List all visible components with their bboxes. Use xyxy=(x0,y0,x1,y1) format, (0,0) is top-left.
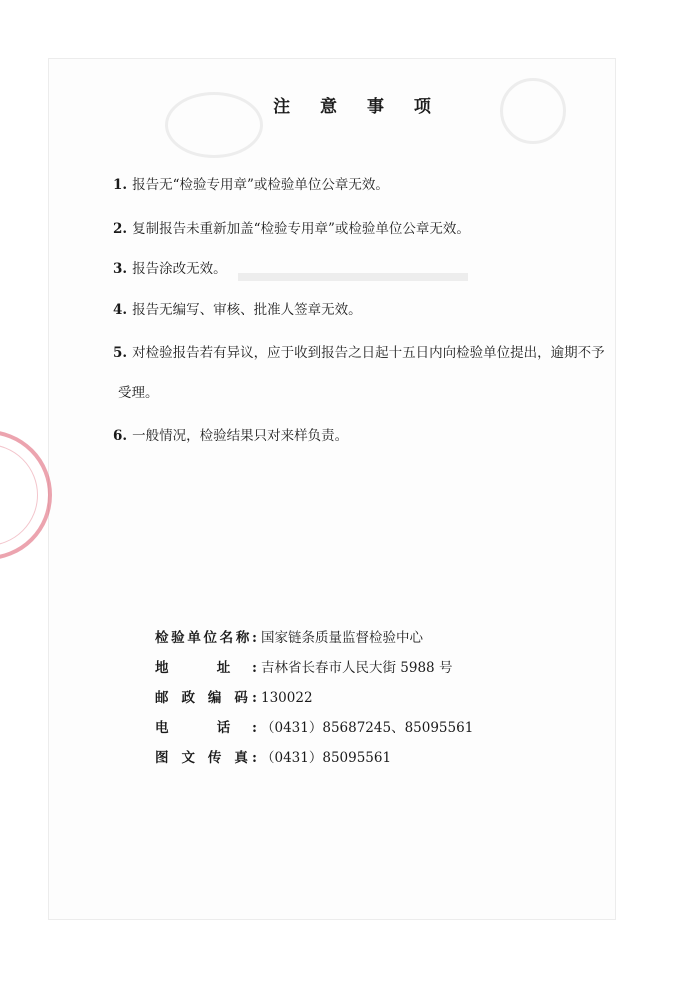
contact-row xyxy=(155,716,473,736)
notice-number: 6. xyxy=(113,428,128,444)
notice-item xyxy=(113,304,362,318)
notice-item xyxy=(113,223,470,237)
contact-label: 图 文 传 真: xyxy=(155,750,257,766)
contact-row xyxy=(155,656,452,676)
notice-item xyxy=(113,263,227,277)
notice-continuation: 受理。 xyxy=(118,385,159,401)
contact-label: 邮 政 编 码: xyxy=(155,690,257,706)
red-seal-stamp xyxy=(0,430,52,560)
notice-text: 报告涂改无效。 xyxy=(132,261,227,277)
contact-label: 地 址: xyxy=(155,660,257,676)
notice-number: 3. xyxy=(113,261,128,277)
contact-row xyxy=(155,626,423,646)
notice-text: 报告无“检验专用章”或检验单位公章无效。 xyxy=(132,177,389,193)
contact-value: （0431）85687245、85095561 xyxy=(261,720,474,736)
contact-value: （0431）85095561 xyxy=(261,750,392,766)
contact-value: 吉林省长春市人民大街 5988 号 xyxy=(261,660,453,676)
contact-value: 国家链条质量监督检验中心 xyxy=(261,630,423,646)
notice-text: 对检验报告若有异议，应于收到报告之日起十五日内向检验单位提出，逾期不予 xyxy=(132,345,605,361)
notice-text: 一般情况，检验结果只对来样负责。 xyxy=(132,428,349,444)
notice-item xyxy=(113,179,389,193)
notice-item xyxy=(113,430,348,444)
notice-text: 复制报告未重新加盖“检验专用章”或检验单位公章无效。 xyxy=(132,221,470,237)
contact-label: 检验单位名称: xyxy=(155,630,257,646)
contact-row xyxy=(155,746,391,766)
notice-number: 1. xyxy=(113,177,128,193)
notice-number: 5. xyxy=(113,345,128,361)
notice-item xyxy=(113,347,605,361)
notice-text: 报告无编写、审核、批准人签章无效。 xyxy=(132,302,362,318)
notice-number: 2. xyxy=(113,221,128,237)
bleed-through-text xyxy=(238,273,468,281)
contact-row xyxy=(155,686,313,706)
notice-number: 4. xyxy=(113,302,128,318)
page-title: 注 意 事 项 xyxy=(273,97,443,117)
contact-label: 电 话: xyxy=(155,720,257,736)
contact-value: 130022 xyxy=(261,690,313,706)
